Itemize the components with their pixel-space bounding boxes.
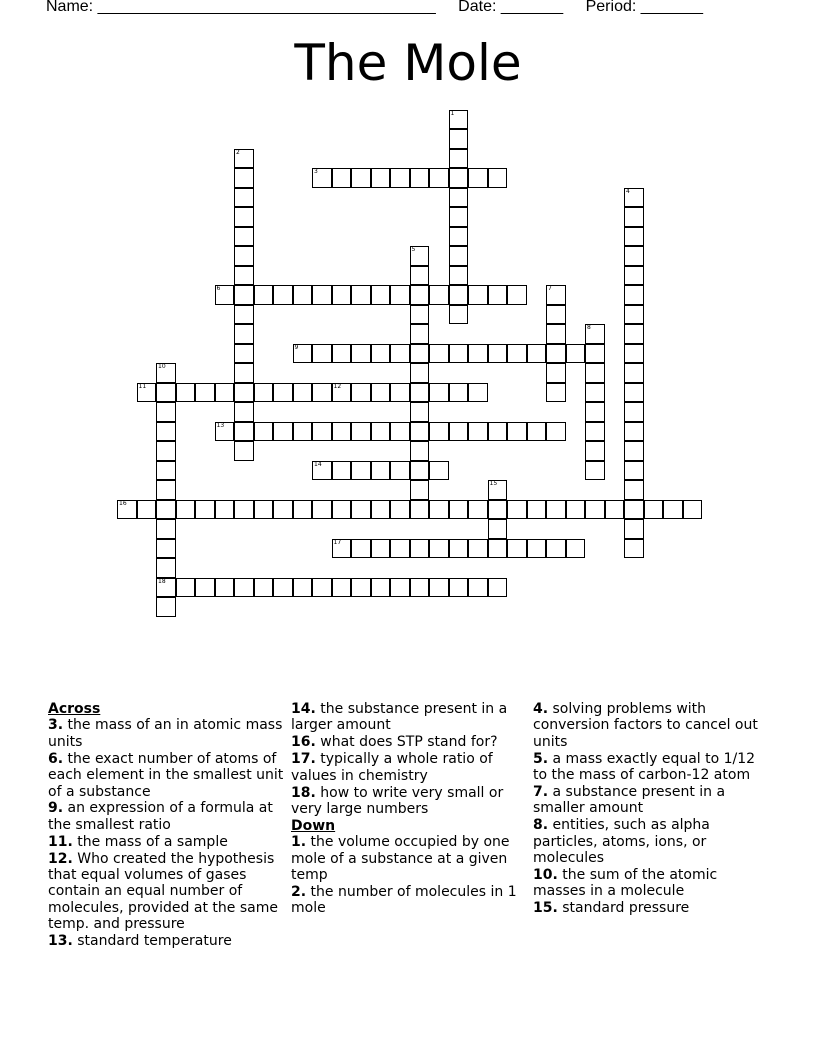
clue-number: 5. [533,750,549,767]
crossword-cell[interactable] [293,344,313,364]
crossword-cell[interactable] [546,500,566,520]
crossword-cell[interactable] [351,168,371,188]
clue-number-label: 16 [119,499,127,507]
crossword-cell[interactable] [429,344,449,364]
crossword-cell[interactable] [215,383,235,403]
crossword-cell[interactable] [449,149,469,169]
crossword-cell[interactable] [663,500,683,520]
clue-number-label: 4 [626,187,630,195]
clue-number: 2. [291,883,307,900]
crossword-cell[interactable] [371,285,391,305]
clue-text: standard pressure [562,900,690,917]
crossword-cell[interactable] [312,168,332,188]
crossword-cell[interactable] [293,383,313,403]
crossword-cell[interactable] [429,168,449,188]
crossword-cell[interactable] [507,422,527,442]
crossword-cell[interactable] [137,383,157,403]
crossword-cell[interactable] [410,578,430,598]
crossword-cell[interactable] [468,344,488,364]
crossword-cell[interactable] [312,500,332,520]
crossword-cell[interactable] [390,168,410,188]
crossword-cell[interactable] [410,305,430,325]
crossword-cell[interactable] [156,519,176,539]
crossword-cell[interactable] [410,383,430,403]
crossword-cell[interactable] [527,344,547,364]
clue-number-label: 10 [158,363,166,370]
crossword-cell[interactable] [332,168,352,188]
crossword-cell[interactable] [624,519,644,539]
crossword-cell[interactable] [410,500,430,520]
crossword-cell[interactable] [176,500,196,520]
crossword-cell[interactable] [585,500,605,520]
clue-text: solving problems with conversion factors to cancel out units [533,701,758,750]
crossword-cell[interactable] [449,246,469,266]
clue-number: 8. [533,817,549,834]
crossword-cell[interactable] [273,422,293,442]
clue-text: Who created the hypothesis that equal volumes of gases contain an equal number of molecules, provided at the same temp. and pressure [48,850,278,933]
crossword-cell[interactable] [371,578,391,598]
crossword-cell[interactable] [507,539,527,559]
crossword-cell[interactable] [293,285,313,305]
crossword-cell[interactable] [624,383,644,403]
crossword-cell[interactable] [312,461,332,481]
crossword-cell[interactable] [410,246,430,266]
clue-number-label: 2 [236,148,240,156]
crossword-cell[interactable] [624,539,644,559]
down-heading: Down [291,817,336,834]
crossword-cell[interactable] [546,422,566,442]
crossword-cell[interactable] [488,344,508,364]
crossword-cell[interactable] [605,500,625,520]
crossword-cell[interactable] [546,383,566,403]
crossword-cell[interactable] [254,383,274,403]
crossword-cell[interactable] [390,344,410,364]
crossword-cell[interactable] [410,344,430,364]
crossword-cell[interactable] [117,500,137,520]
crossword-cell[interactable] [156,558,176,578]
crossword-cell[interactable] [566,539,586,559]
clue-text: how to write very small or very large numbers [291,784,504,817]
crossword-cell[interactable] [312,578,332,598]
crossword-cell[interactable] [390,383,410,403]
crossword-cell[interactable] [429,578,449,598]
crossword-cell[interactable] [390,422,410,442]
clue-item [533,867,769,900]
crossword-cell[interactable] [624,441,644,461]
crossword-cell[interactable] [429,461,449,481]
crossword-cell[interactable] [410,461,430,481]
crossword-cell[interactable] [468,422,488,442]
clue-item [291,734,527,750]
crossword-cell[interactable] [351,285,371,305]
crossword-cell[interactable] [429,539,449,559]
crossword-cell[interactable] [585,324,605,344]
crossword-cell[interactable] [234,422,254,442]
crossword-cell[interactable] [234,363,254,383]
clue-number: 13. [48,933,73,950]
crossword-cell[interactable] [488,480,508,500]
clue-item [291,834,527,883]
crossword-cell[interactable] [156,539,176,559]
clue-text: the number of molecules in 1 mole [291,883,517,917]
crossword-cell[interactable] [234,500,254,520]
page-title: The Mole [294,34,522,92]
crossword-cell[interactable] [234,578,254,598]
crossword-cell[interactable] [273,578,293,598]
crossword-cell[interactable] [546,363,566,383]
clue-text: an expression of a formula at the smallest ratio [48,800,273,833]
clue-number-label: 3 [314,168,318,175]
crossword-cell[interactable] [351,539,371,559]
crossword-cell[interactable] [234,188,254,208]
clue-item [48,800,284,833]
crossword-cell[interactable] [488,539,508,559]
crossword-cell[interactable] [449,110,469,130]
period-field[interactable]: Period: _______ [585,0,704,15]
crossword-cell[interactable] [351,422,371,442]
crossword-cell[interactable] [468,500,488,520]
crossword-cell[interactable] [527,500,547,520]
crossword-cell[interactable] [195,500,215,520]
date-field[interactable]: Date: _______ [458,0,564,15]
clue-number: 12. [48,850,73,867]
crossword-cell[interactable] [371,168,391,188]
clue-number-label: 9 [294,343,299,351]
crossword-cell[interactable] [332,344,352,364]
crossword-cell[interactable] [371,422,391,442]
crossword-cell[interactable] [488,422,508,442]
clue-number: 18. [291,784,316,801]
crossword-cell[interactable] [156,461,176,481]
crossword-cell[interactable] [254,422,274,442]
crossword-cell[interactable] [410,363,430,383]
clue-number: 9. [48,800,64,817]
crossword-cell[interactable] [156,480,176,500]
crossword-cell[interactable] [449,344,469,364]
crossword-cell[interactable] [332,578,352,598]
crossword-cell[interactable] [332,383,352,403]
crossword-cell[interactable] [156,500,176,520]
crossword-cell[interactable] [449,207,469,227]
crossword-cell[interactable] [351,383,371,403]
crossword-cell[interactable] [254,578,274,598]
clue-text: the volume occupied by one mole of a substance at a given temp [291,834,510,884]
clue-text: the mass of a sample [77,833,228,850]
crossword-cell[interactable] [156,422,176,442]
crossword-cell[interactable] [234,285,254,305]
clue-item [48,834,284,850]
clue-item [48,933,284,949]
crossword-cell[interactable] [371,461,391,481]
crossword-cell[interactable] [624,480,644,500]
crossword-cell[interactable] [468,383,488,403]
crossword-cell[interactable] [449,168,469,188]
crossword-cell[interactable] [624,266,644,286]
crossword-cell[interactable] [176,383,196,403]
crossword-cell[interactable] [137,500,157,520]
crossword-cell[interactable] [410,441,430,461]
clue-number-label: 18 [158,577,166,585]
crossword-cell[interactable] [195,578,215,598]
crossword-cell[interactable] [624,246,644,266]
clue-item [291,785,527,818]
clue-text: standard temperature [77,933,232,950]
clue-text: entities, such as alpha particles, atoms, ions, or molecules [533,817,710,867]
crossword-cell[interactable] [585,461,605,481]
clue-item [291,701,527,734]
clue-item [533,817,769,866]
crossword-cell[interactable] [410,422,430,442]
crossword-cell[interactable] [683,500,703,520]
clue-text: the exact number of atoms of each element in the smallest unit of a substance [48,750,284,800]
crossword-cell[interactable] [449,129,469,149]
crossword-cell[interactable] [390,500,410,520]
clue-number-label: 5 [411,246,416,253]
clue-number-label: 6 [216,285,221,292]
clue-number-label: 8 [587,324,591,331]
crossword-cell[interactable] [449,227,469,247]
crossword-cell[interactable] [410,402,430,422]
crossword-cell[interactable] [527,539,547,559]
clue-number-label: 12 [333,382,342,390]
crossword-cell[interactable] [566,344,586,364]
crossword-cell[interactable] [234,246,254,266]
clue-number-label: 11 [138,382,147,390]
crossword-cell[interactable] [156,441,176,461]
clue-number: 1. [291,834,307,851]
clue-number-label: 1 [450,109,455,117]
clue-number-label: 14 [314,460,322,468]
crossword-cell[interactable] [215,578,235,598]
crossword-cell[interactable] [468,578,488,598]
crossword-cell[interactable] [215,500,235,520]
crossword-cell[interactable] [234,305,254,325]
clue-item [48,751,284,800]
crossword-cell[interactable] [332,539,352,559]
crossword-cell[interactable] [624,207,644,227]
crossword-cell[interactable] [156,363,176,383]
crossword-cell[interactable] [585,441,605,461]
crossword-cell[interactable] [546,285,566,305]
crossword-cell[interactable] [624,285,644,305]
crossword-cell[interactable] [234,266,254,286]
crossword-cell[interactable] [624,402,644,422]
crossword-cell[interactable] [624,363,644,383]
clue-number: 6. [48,750,64,767]
crossword-cell[interactable] [624,500,644,520]
crossword-cell[interactable] [293,578,313,598]
clue-text: the substance present in a larger amount [291,701,508,734]
crossword-cell[interactable] [234,441,254,461]
crossword-cell[interactable] [273,285,293,305]
crossword-cell[interactable] [624,188,644,208]
crossword-cell[interactable] [390,578,410,598]
clue-text: a substance present in a smaller amount [533,784,726,817]
crossword-cell[interactable] [429,500,449,520]
crossword-cell[interactable] [449,383,469,403]
crossword-cell[interactable] [449,188,469,208]
clue-item [533,784,769,817]
crossword-cell[interactable] [371,539,391,559]
crossword-cell[interactable] [390,285,410,305]
crossword-cell[interactable] [507,344,527,364]
crossword-cell[interactable] [624,461,644,481]
clue-number-label: 17 [333,538,342,546]
crossword-cell[interactable] [449,578,469,598]
crossword-cell[interactable] [449,266,469,286]
crossword-cell[interactable] [410,480,430,500]
crossword-cell[interactable] [156,402,176,422]
crossword-cell[interactable] [234,402,254,422]
crossword-cell[interactable] [332,500,352,520]
name-field[interactable]: Name: ______________________________________ [46,0,436,15]
crossword-cell[interactable] [390,461,410,481]
crossword-cell[interactable] [585,422,605,442]
crossword-cell[interactable] [585,344,605,364]
crossword-cell[interactable] [293,500,313,520]
crossword-cell[interactable] [312,422,332,442]
clue-item [533,751,769,784]
crossword-cell[interactable] [546,344,566,364]
crossword-cell[interactable] [312,285,332,305]
crossword-cell[interactable] [156,578,176,598]
crossword-cell[interactable] [234,149,254,169]
crossword-cell[interactable] [215,285,235,305]
crossword-cell[interactable] [449,539,469,559]
crossword-cell[interactable] [371,500,391,520]
crossword-cell[interactable] [234,207,254,227]
crossword-cell[interactable] [234,324,254,344]
crossword-cell[interactable] [449,422,469,442]
crossword-cell[interactable] [624,324,644,344]
crossword-cell[interactable] [195,383,215,403]
crossword-cell[interactable] [254,500,274,520]
crossword-cell[interactable] [234,344,254,364]
clue-number: 10. [533,867,558,884]
crossword-cell[interactable] [273,500,293,520]
across-heading: Across [48,701,101,717]
crossword-cell[interactable] [546,539,566,559]
clue-number: 17. [291,751,316,768]
crossword-cell[interactable] [585,363,605,383]
crossword-cell[interactable] [429,422,449,442]
crossword-cell[interactable] [410,285,430,305]
crossword-cell[interactable] [312,383,332,403]
crossword-cell[interactable] [624,344,644,364]
crossword-cell[interactable] [254,285,274,305]
crossword-cell[interactable] [585,402,605,422]
crossword-cell[interactable] [624,227,644,247]
crossword-cell[interactable] [624,422,644,442]
crossword-cell[interactable] [371,344,391,364]
clue-number: 14. [291,701,316,717]
crossword-cell[interactable] [351,344,371,364]
clue-text: a mass exactly equal to 1/12 to the mass of carbon-12 atom [533,750,756,784]
clue-item [533,701,769,750]
crossword-cell[interactable] [156,597,176,617]
crossword-cell[interactable] [429,383,449,403]
crossword-cell[interactable] [215,422,235,442]
crossword-cell[interactable] [546,324,566,344]
crossword-cell[interactable] [234,383,254,403]
crossword-cell[interactable] [156,383,176,403]
crossword-cell[interactable] [527,422,547,442]
crossword-cell[interactable] [449,285,469,305]
clue-text: what does STP stand for? [320,734,498,751]
clue-number: 7. [533,784,549,801]
crossword-cell[interactable] [351,461,371,481]
clue-column-3 [533,701,769,917]
crossword-cell[interactable] [293,422,313,442]
crossword-cell[interactable] [468,285,488,305]
crossword-cell[interactable] [351,500,371,520]
crossword-cell[interactable] [507,500,527,520]
clue-item [533,900,769,916]
crossword-cell[interactable] [624,305,644,325]
crossword-cell[interactable] [234,168,254,188]
clue-number: 4. [533,701,549,717]
crossword-cell[interactable] [449,500,469,520]
crossword-cell[interactable] [566,500,586,520]
clue-item [291,884,527,917]
crossword-cell[interactable] [429,285,449,305]
crossword-cell[interactable] [488,500,508,520]
clue-item [291,751,527,784]
crossword-cell[interactable] [234,227,254,247]
crossword-cell[interactable] [273,383,293,403]
clue-text: the sum of the atomic masses in a molecule [533,867,718,900]
crossword-cell[interactable] [468,168,488,188]
clue-number-label: 15 [489,480,498,487]
clue-item [48,851,284,933]
crossword-cell[interactable] [332,285,352,305]
crossword-cell[interactable] [488,578,508,598]
crossword-cell[interactable] [312,344,332,364]
crossword-cell[interactable] [488,519,508,539]
crossword-cell[interactable] [468,539,488,559]
crossword-cell[interactable] [449,305,469,325]
clue-column-2 [291,701,527,917]
crossword-cell[interactable] [410,266,430,286]
crossword-cell[interactable] [410,168,430,188]
crossword-cell[interactable] [410,324,430,344]
clue-number: 3. [48,717,64,734]
clue-number: 11. [48,833,73,850]
crossword-cell[interactable] [507,285,527,305]
crossword-cell[interactable] [488,168,508,188]
crossword-cell[interactable] [585,383,605,403]
crossword-cell[interactable] [644,500,664,520]
clue-number: 15. [533,900,558,917]
clue-number-label: 13 [216,421,225,429]
crossword-cell[interactable] [176,578,196,598]
crossword-cell[interactable] [390,539,410,559]
clue-number: 16. [291,734,316,751]
crossword-cell[interactable] [371,383,391,403]
clue-text: the mass of an in atomic mass units [48,717,283,750]
crossword-cell[interactable] [332,422,352,442]
clue-number-label: 7 [548,285,552,292]
crossword-cell[interactable] [410,539,430,559]
crossword-cell[interactable] [351,578,371,598]
crossword-cell[interactable] [488,285,508,305]
clue-text: typically a whole ratio of values in chemistry [291,751,493,784]
crossword-cell[interactable] [332,461,352,481]
clue-item [48,717,284,750]
clue-column-1 [48,701,284,950]
crossword-cell[interactable] [546,305,566,325]
